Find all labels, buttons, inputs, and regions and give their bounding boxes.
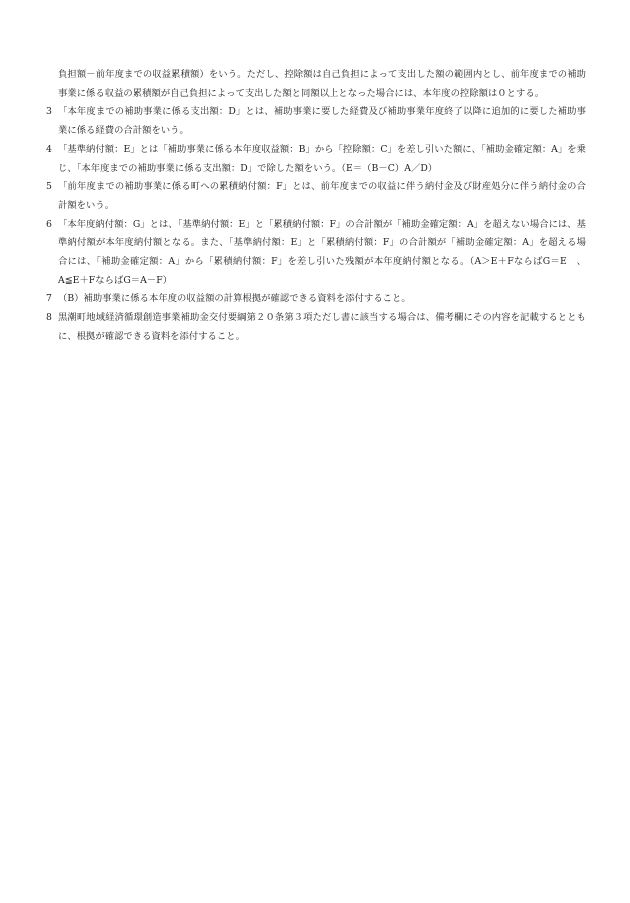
note-item-6 (46, 216, 586, 291)
note-item-7 (46, 290, 586, 309)
note-text: 「本年度までの補助事業に係る支出額：D」とは、補助事業に要した経費及び補助事業年度終了以降に追加的に要した補助事業に係る経費の合計額をいう。 (58, 106, 586, 137)
note-continuation (46, 66, 586, 103)
note-number: 6 (46, 218, 52, 230)
note-number: 3 (46, 106, 52, 118)
note-number: 4 (46, 143, 52, 155)
note-number: 7 (46, 293, 52, 305)
note-text: 「本年度納付額：G」とは、「基準納付額：E」と「累積納付額：F」の合計額が「補助金確定額：A」を超えない場合には、基準納付額が本年度納付額となる。また、「基準納付額：E」と「累積納付額：F」の合計額が「補助金確定額：A」を超える場合には、「補助金確定額：A」から「累積納付額：F」を差し引いた残額が本年度納付額となる。（A＞E＋FならばG＝E 、A≦E＋FならばG＝A－F） (58, 218, 586, 286)
note-number: 5 (46, 181, 52, 193)
note-item-5 (46, 178, 586, 215)
note-text: 「前年度までの補助事業に係る町への累積納付額：F」とは、前年度までの収益に伴う納付金及び財産処分に伴う納付金の合計額をいう。 (58, 181, 586, 211)
note-number: 8 (46, 312, 52, 324)
note-item-3 (46, 103, 586, 140)
note-continuation-text: 負担額－前年度までの収益累積額）をいう。ただし、控除額は自己負担によって支出した額の範囲内とし、前年度までの補助事業に係る収益の累積額が自己負担によって支出した額と同額以上となった場合には、本年度の控除額は０とする。 (58, 69, 586, 99)
note-text: （B）補助事業に係る本年度の収益額の計算根拠が確認できる資料を添付すること。 (58, 293, 411, 305)
note-item-8 (46, 309, 586, 346)
note-text: 黒潮町地域経済循環創造事業補助金交付要綱第２０条第３項ただし書に該当する場合は、備考欄にその内容を記載するとともに、根拠が確認できる資料を添付すること。 (58, 312, 586, 342)
note-text: 「基準納付額：E」とは「補助事業に係る本年度収益額：B」から「控除額：C」を差し引いた額に、「補助金確定額：A」を乗じ、「本年度までの補助事業に係る支出額：D」で除した額をいう。（E＝（B－C）A／D） (58, 143, 586, 174)
notes-list (46, 66, 586, 347)
note-item-4 (46, 141, 586, 178)
